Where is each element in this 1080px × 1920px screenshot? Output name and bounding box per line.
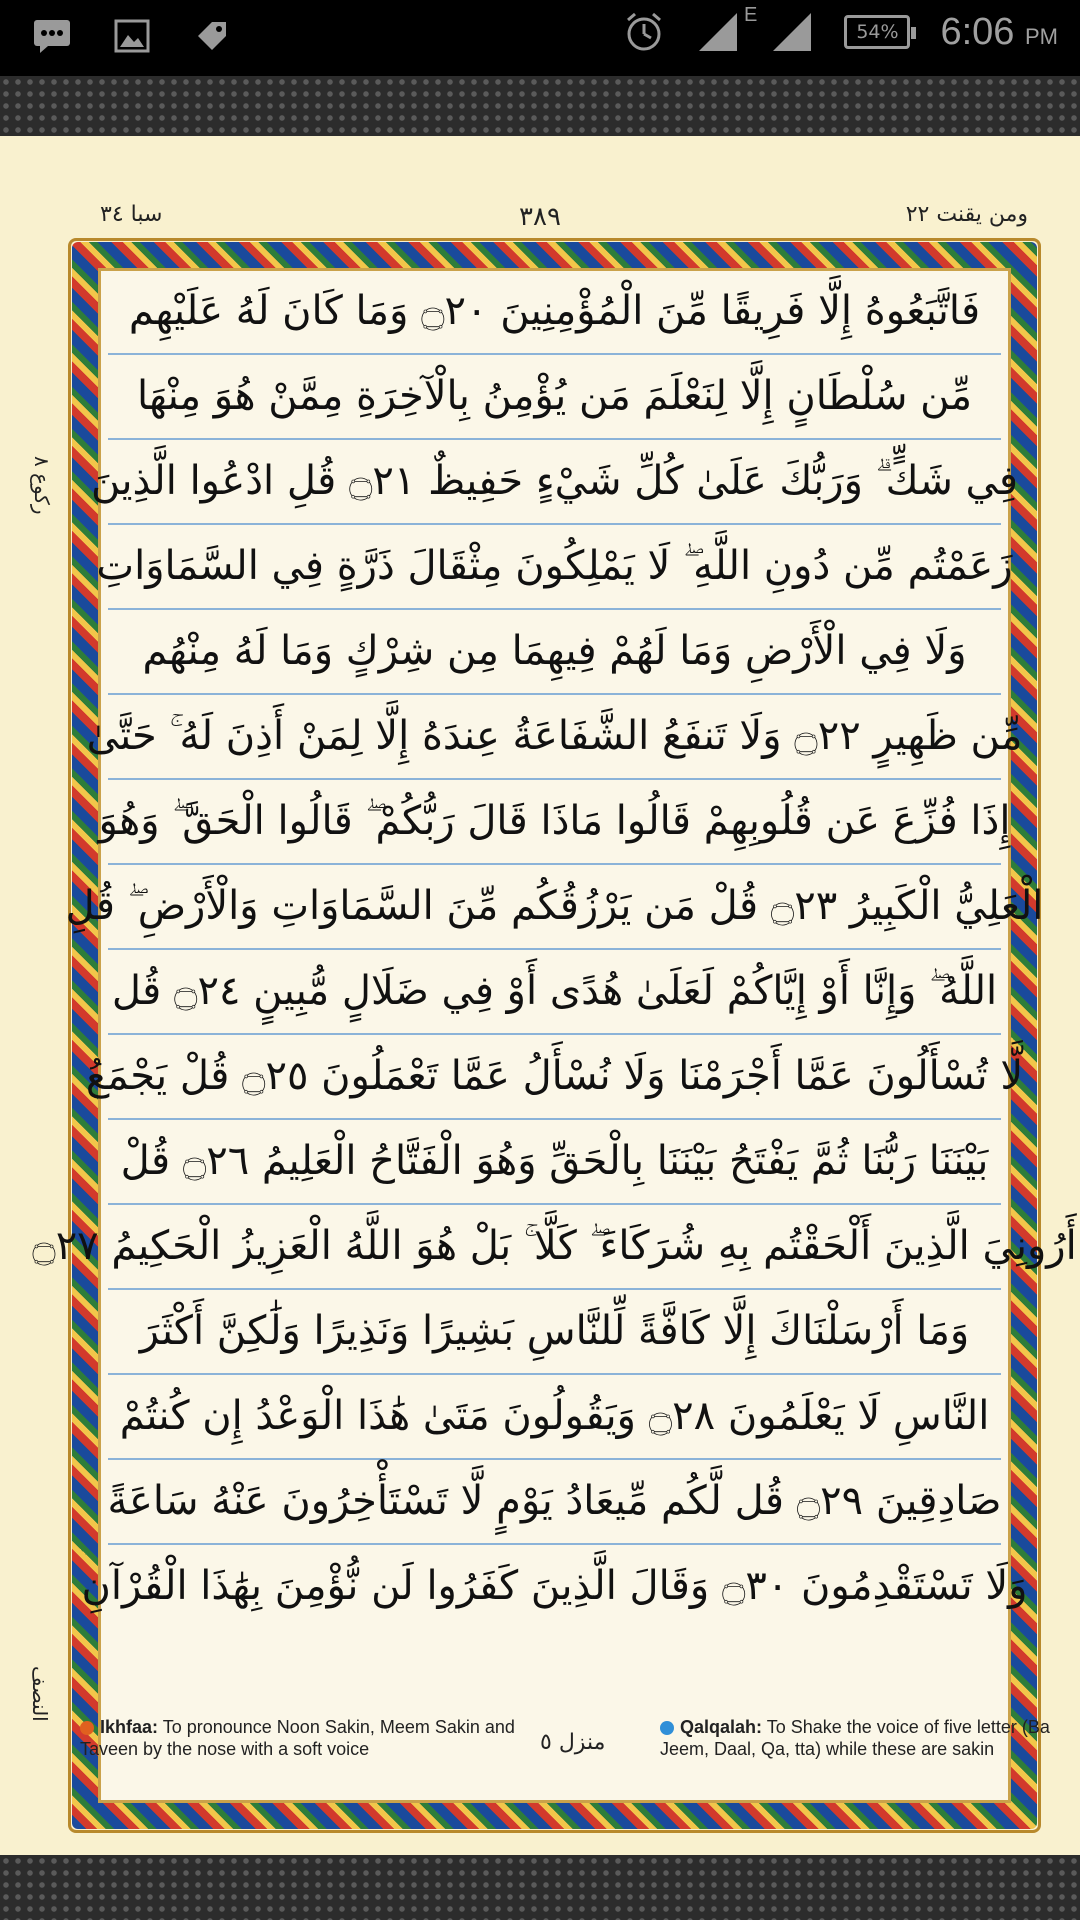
verse-line xyxy=(108,948,1001,1035)
ikhfaa-legend xyxy=(80,1716,560,1760)
verse-line-text: النَّاسِ لَا يَعْلَمُونَ ۝٢٨ وَيَقُولُونَ مَتَىٰ هَٰذَا الْوَعْدُ إِن كُنتُمْ xyxy=(119,1392,990,1439)
verse-line xyxy=(108,1373,1001,1460)
verse-line xyxy=(86,693,1023,780)
page-footer xyxy=(0,1716,1080,1806)
ikhfaa-dot-icon xyxy=(80,1721,94,1735)
verse-line xyxy=(108,353,1001,440)
verse-line xyxy=(98,778,1011,865)
verse-line-text: لَّا تُسْأَلُونَ عَمَّا أَجْرَمْنَا وَلَا نُسْأَلُ عَمَّا تَعْمَلُونَ ۝٢٥ قُلْ يَجْمَعُ xyxy=(85,1052,1024,1099)
verse-line xyxy=(108,608,1001,695)
verse-line xyxy=(81,1543,1028,1628)
image-icon xyxy=(110,14,154,58)
verse-line-text: الْعَلِيُّ الْكَبِيرُ ۝٢٣ قُلْ مَن يَرْزُقُكُم مِّنَ السَّمَاوَاتِ وَالْأَرْضِ ۖ قُلِ xyxy=(65,882,1044,929)
verse-line-text: وَلَا فِي الْأَرْضِ وَمَا لَهُمْ فِيهِمَا مِن شِرْكٍ وَمَا لَهُ مِنْهُم xyxy=(142,627,967,674)
verse-line xyxy=(32,1203,1077,1290)
verse-line xyxy=(108,1458,1001,1545)
verse-line xyxy=(96,523,1013,610)
verse-line-text: فِي شَكٍّ ۗ وَرَبُّكَ عَلَىٰ كُلِّ شَيْءٍ حَفِيظٌ ۝٢١ قُلِ ادْعُوا الَّذِينَ xyxy=(90,457,1019,504)
verse-line xyxy=(108,1118,1001,1205)
signal-e-icon xyxy=(770,10,814,54)
verse-line xyxy=(108,268,1001,355)
clock-time: 6:06 xyxy=(940,10,1015,53)
network-type-label: E xyxy=(744,4,758,26)
verse-line xyxy=(108,1288,1001,1375)
verse-line xyxy=(85,1033,1024,1120)
qalqalah-dot-icon xyxy=(660,1721,674,1735)
verse-line xyxy=(65,863,1044,950)
ruku-note: ركوع ٨ xyxy=(30,456,54,515)
verse-line-text: أَرُونِيَ الَّذِينَ أَلْحَقْتُم بِهِ شُرَكَاءَ ۖ كَلَّا ۚ بَلْ هُوَ اللَّهُ الْعَزِيزُ الْحَكِيمُ ۝٢٧ xyxy=(32,1222,1077,1269)
verse-line-text: مِّن ظَهِيرٍ ۝٢٢ وَلَا تَنفَعُ الشَّفَاعَةُ عِندَهُ إِلَّا لِمَنْ أَذِنَ لَهُ ۚ حَتَّىٰ xyxy=(86,712,1023,759)
verse-line-text: إِذَا فُزِّعَ عَن قُلُوبِهِمْ قَالُوا مَاذَا قَالَ رَبُّكُمْ ۖ قَالُوا الْحَقَّ ۖ وَهُوَ xyxy=(98,797,1011,844)
verse-line xyxy=(90,438,1019,525)
quran-page[interactable] xyxy=(0,136,1080,1855)
verse-line-text: مِّن سُلْطَانٍ إِلَّا لِنَعْلَمَ مَن يُؤْمِنُ بِالْآخِرَةِ مِمَّنْ هُوَ مِنْهَا xyxy=(136,372,973,419)
alarm-icon xyxy=(622,10,666,54)
dotted-backdrop-top xyxy=(0,76,1080,136)
qalqalah-legend xyxy=(660,1716,1080,1760)
verse-line-text: وَمَا أَرْسَلْنَاكَ إِلَّا كَافَّةً لِّلنَّاسِ بَشِيرًا وَنَذِيرًا وَلَٰكِنَّ أَكْثَرَ xyxy=(139,1307,970,1354)
status-bar xyxy=(0,0,1080,76)
tag-icon xyxy=(190,14,234,58)
verse-line-text: اللَّهُ ۖ وَإِنَّا أَوْ إِيَّاكُمْ لَعَلَىٰ هُدًى أَوْ فِي ضَلَالٍ مُّبِينٍ ۝٢٤ قُل xyxy=(111,967,998,1014)
verse-line-text: بَيْنَنَا رَبُّنَا ثُمَّ يَفْتَحُ بَيْنَنَا بِالْحَقِّ وَهُوَ الْفَتَّاحُ الْعَلِيمُ ۝٢٦ قُلْ xyxy=(120,1137,989,1184)
battery-indicator: 54% xyxy=(844,15,910,49)
half-note: النصف xyxy=(28,1666,52,1722)
verse-line-text: زَعَمْتُم مِّن دُونِ اللَّهِ ۖ لَا يَمْلِكُونَ مِثْقَالَ ذَرَّةٍ فِي السَّمَاوَاتِ xyxy=(96,542,1013,589)
dotted-backdrop-bottom xyxy=(0,1855,1080,1920)
surah-label: سبا ٣٤ xyxy=(100,202,163,227)
message-icon xyxy=(30,14,74,58)
page-header xyxy=(0,202,1080,238)
verse-line-text: وَلَا تَسْتَقْدِمُونَ ۝٣٠ وَقَالَ الَّذِينَ كَفَرُوا لَن نُّؤْمِنَ بِهَٰذَا الْقُرْآنِ xyxy=(81,1562,1028,1609)
ikhfaa-text: To pronounce Noon Sakin, Meem Sakin and Taveen by the nose with a soft voice xyxy=(80,1717,515,1759)
clock-ampm: PM xyxy=(1025,23,1058,49)
verse-line-text: فَاتَّبَعُوهُ إِلَّا فَرِيقًا مِّنَ الْمُؤْمِنِينَ ۝٢٠ وَمَا كَانَ لَهُ عَلَيْهِم xyxy=(128,287,981,334)
verse-line-text: صَادِقِينَ ۝٢٩ قُل لَّكُم مِّيعَادُ يَوْمٍ لَّا تَسْتَأْخِرُونَ عَنْهُ سَاعَةً xyxy=(107,1477,1002,1524)
manzil-label: منزل ٥ xyxy=(540,1730,606,1755)
qalqalah-title: Qalqalah: xyxy=(680,1717,763,1737)
juz-label: ومن يقنت ٢٢ xyxy=(905,202,1028,227)
ikhfaa-title: Ikhfaa: xyxy=(100,1717,159,1737)
page-number: ٣٨٩ xyxy=(519,202,561,232)
qalqalah-text: To Shake the voice of five letter (Ba Jeem, Daal, Qa, tta) while these are sakin xyxy=(660,1717,1050,1759)
clock xyxy=(940,11,1058,54)
signal-icon xyxy=(696,10,740,54)
